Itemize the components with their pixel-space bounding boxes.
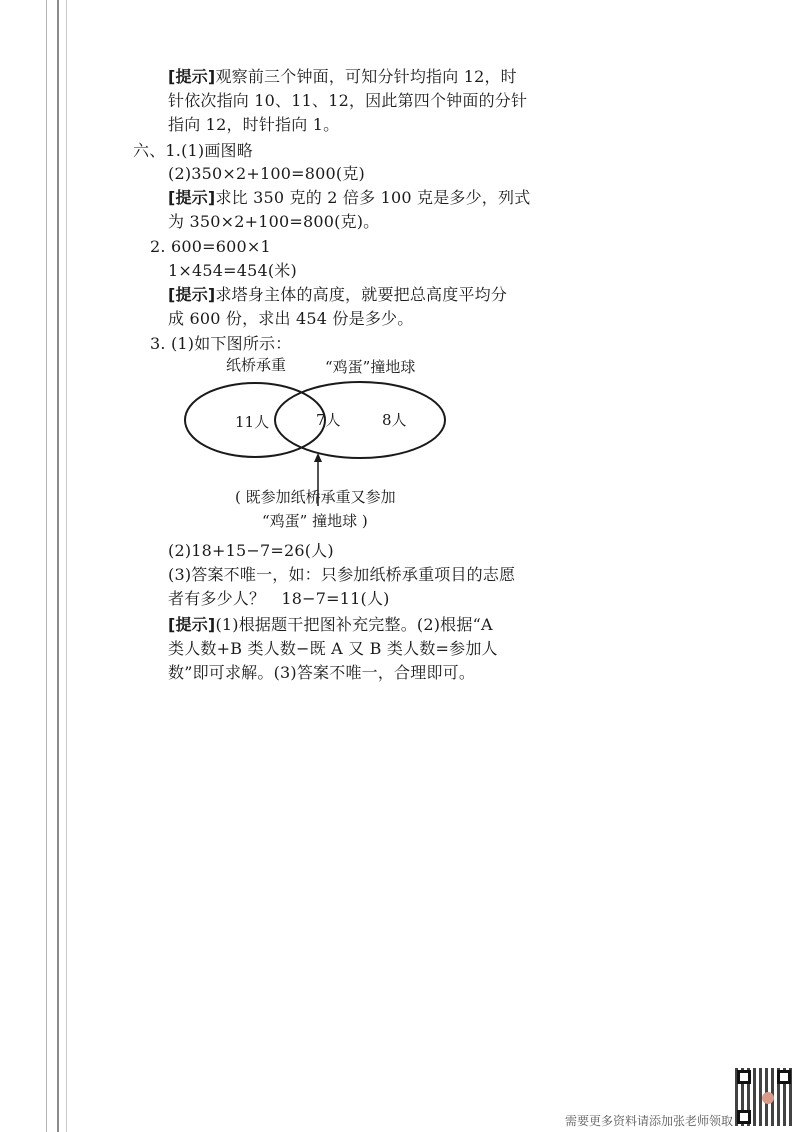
hint-tag: [提示]	[168, 615, 216, 634]
venn-label-right: “鸡蛋”撞地球	[325, 358, 416, 376]
text-line: 为 350×2+100=800(克)。	[168, 212, 380, 231]
venn-note-line1: ( 既参加纸桥承重又参加	[235, 488, 396, 506]
text-line: 成 600 份，求出 454 份是多少。	[168, 309, 414, 328]
text-line: (3)答案不唯一，如：只参加纸桥承重项目的志愿	[168, 565, 516, 584]
venn-left-only-count: 11人	[235, 413, 270, 431]
text-line: 1×454=454(米)	[168, 261, 297, 280]
qr-avatar-icon	[762, 1092, 774, 1104]
text-line	[168, 284, 507, 306]
text-line: 者有多少人？ 18−7=11(人)	[168, 589, 390, 608]
text-line	[168, 187, 530, 209]
text-line: 指向 12，时针指向 1。	[168, 115, 340, 134]
hint-tag: [提示]	[168, 67, 216, 86]
binding-margin-line	[66, 0, 67, 1132]
qr-finder-pattern	[737, 1110, 751, 1124]
hint-tag: [提示]	[168, 285, 216, 304]
venn-circle-right	[275, 382, 445, 458]
text-line	[168, 614, 493, 636]
binding-margin-line	[46, 0, 47, 1132]
item-heading: 3. (1)如下图所示：	[150, 334, 292, 353]
text-line: 类人数+B 类人数−既 A 又 B 类人数=参加人	[168, 639, 498, 658]
qr-finder-pattern	[737, 1070, 751, 1084]
binding-margin-line	[57, 0, 59, 1132]
venn-both-count: 7人	[316, 411, 341, 429]
line-text: 求比 350 克的 2 倍多 100 克是多少，列式	[215, 188, 531, 207]
venn-right-only-count: 8人	[382, 411, 407, 429]
venn-label-left: 纸桥承重	[226, 356, 287, 374]
section-heading: 六、1.(1)画图略	[133, 141, 253, 160]
qr-finder-pattern	[777, 1070, 791, 1084]
line-text: (1)根据题干把图补充完整。(2)根据“A	[215, 615, 493, 634]
line-text: 观察前三个钟面，可知分针均指向 12，时	[215, 67, 517, 86]
text-line	[168, 66, 517, 88]
text-line: (2)18+15−7=26(人)	[168, 541, 334, 560]
text-line: (2)350×2+100=800(克)	[168, 164, 365, 183]
text-line: 针依次指向 10、11、12，因此第四个钟面的分针	[168, 91, 528, 110]
text-line: 数”即可求解。(3)答案不唯一，合理即可。	[168, 663, 476, 682]
hint-tag: [提示]	[168, 188, 216, 207]
item-heading: 2. 600=600×1	[150, 237, 271, 256]
line-text: 求塔身主体的高度，就要把总高度平均分	[215, 285, 508, 304]
venn-note-line2: “鸡蛋” 撞地球 )	[262, 512, 368, 530]
footer-note: 需要更多资料请添加张老师领取	[565, 1114, 734, 1128]
